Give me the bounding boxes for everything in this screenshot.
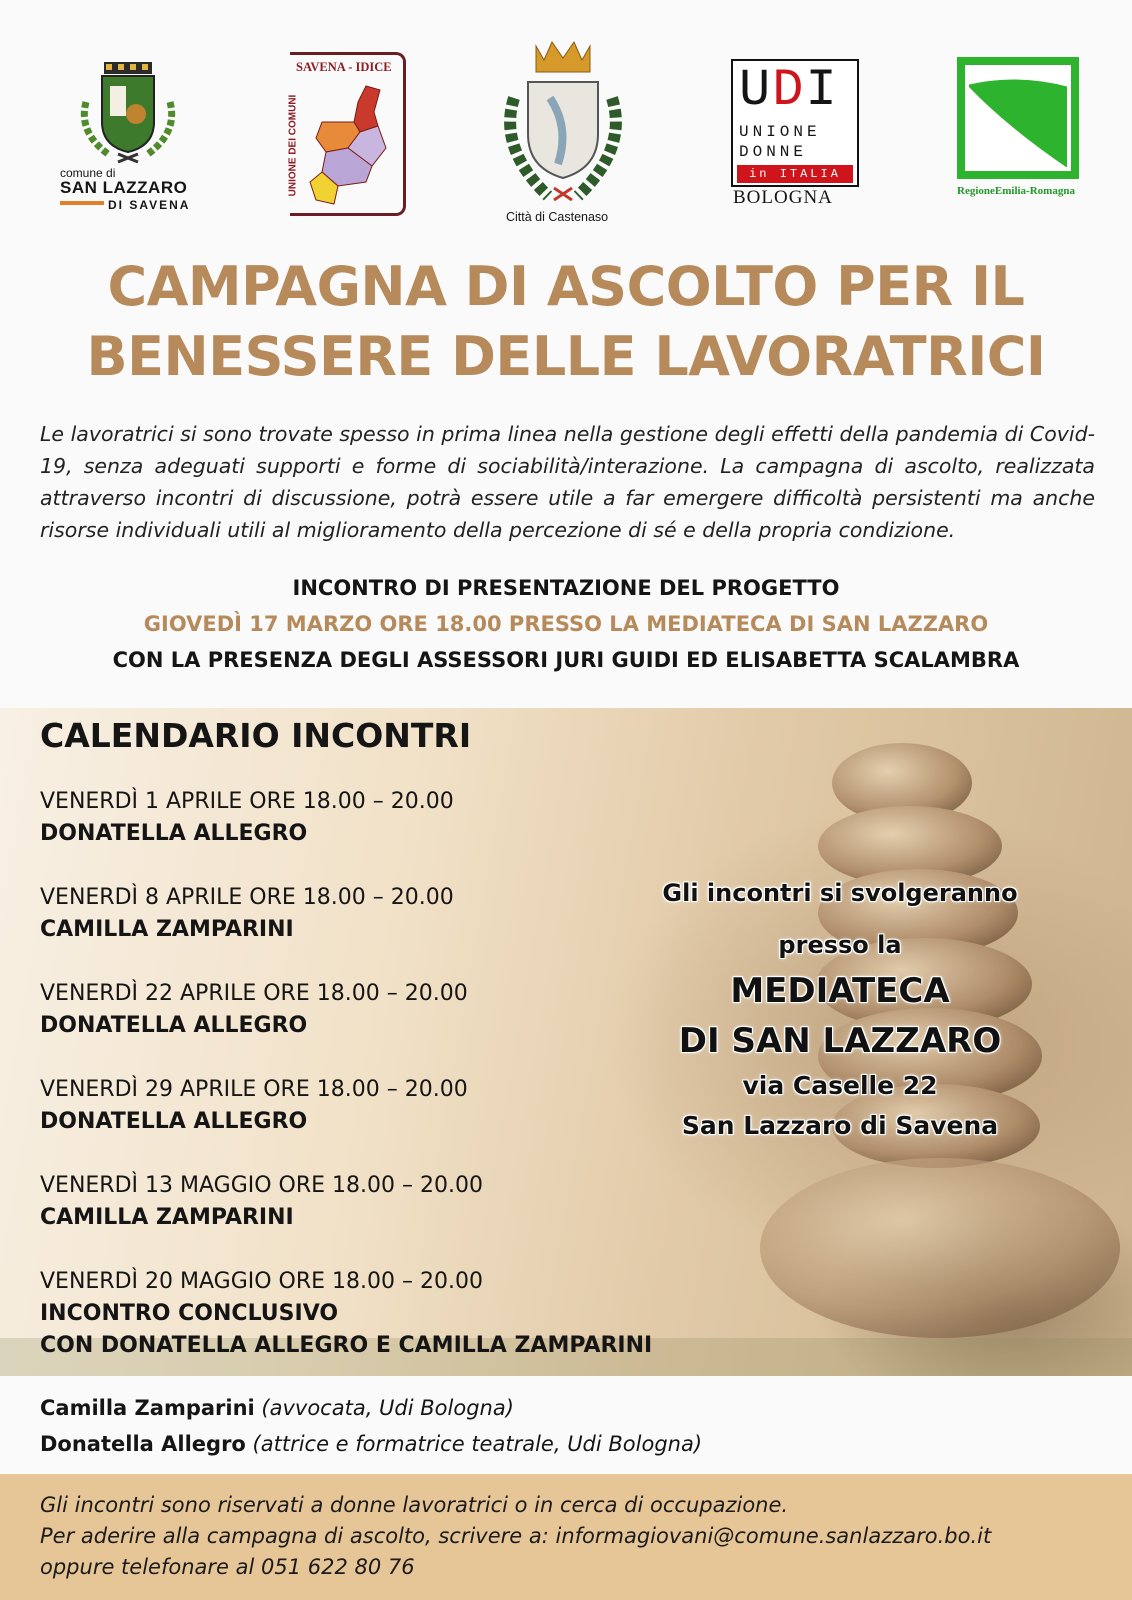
event-speaker: INCONTRO CONCLUSIVO <box>40 1301 339 1326</box>
footer-info <box>0 1474 1132 1600</box>
san-lazzaro-crest-icon <box>78 62 178 166</box>
presentation-block <box>0 570 1132 678</box>
san-lazzaro-comune: comune di <box>60 166 116 180</box>
emilia-wave-icon <box>957 57 1079 179</box>
event-speaker: CAMILLA ZAMPARINI <box>40 917 294 942</box>
event-date: VENERDÌ 1 APRILE ORE 18.00 – 20.00 <box>40 789 454 814</box>
page-title <box>0 252 1132 392</box>
castenaso-crest-icon <box>492 38 634 210</box>
venue-line-3: MEDIATECA <box>730 971 950 1011</box>
san-lazzaro-bar <box>60 201 104 205</box>
event-item <box>40 978 468 1042</box>
san-lazzaro-sub: DI SAVENA <box>108 198 191 212</box>
calendar-title: CALENDARIO INCONTRI <box>40 716 472 755</box>
footer-text <box>40 1490 991 1583</box>
intro-paragraph: Le lavoratrici si sono trovate spesso in prima linea nella gestione degli effetti della pandemia di Covid-19, senza adeguati supporti e forme di sociabilità/interazione. La campagna di ascolto, realizzata attraverso incontri di discussione, potrà essere utile a far emergere difficoltà persistenti ma anche risorse individuali utili al miglioramento della percezione di sé e della propria condizione. <box>40 422 1095 542</box>
emilia-caption: RegioneEmilia-Romagna <box>957 185 1075 197</box>
event-date: VENERDÌ 20 MAGGIO ORE 18.00 – 20.00 <box>40 1269 483 1294</box>
people-list <box>40 1390 702 1462</box>
event-date: VENERDÌ 29 APRILE ORE 18.00 – 20.00 <box>40 1077 468 1102</box>
calendar-section <box>0 708 1132 1376</box>
udi-box <box>731 59 859 187</box>
udi-city: BOLOGNA <box>733 187 833 208</box>
title-line-2: BENESSERE DELLE LAVORATRICI <box>86 325 1046 388</box>
venue-line-4: DI SAN LAZZARO <box>678 1021 1002 1061</box>
person-role: (avvocata, Udi Bologna) <box>261 1396 514 1420</box>
presentation-line-2: GIOVEDÌ 17 MARZO ORE 18.00 PRESSO LA MEDIATECA DI SAN LAZZARO <box>143 612 989 636</box>
person-name: Camilla Zamparini <box>40 1396 255 1420</box>
event-speaker: DONATELLA ALLEGRO <box>40 1013 308 1038</box>
presentation-line-3: CON LA PRESENZA DEGLI ASSESSORI JURI GUIDI ED ELISABETTA SCALAMBRA <box>112 648 1020 672</box>
savena-vertical-text: UNIONE DEI COMUNI <box>287 94 299 197</box>
person-name: Donatella Allegro <box>40 1432 246 1456</box>
person-role: (attrice e formatrice teatrale, Udi Bologna) <box>252 1432 703 1456</box>
footer-line-1: Gli incontri sono riservati a donne lavoratrici o in cerca di occupazione. <box>40 1493 789 1517</box>
savena-map-icon <box>308 82 392 208</box>
savena-title: SAVENA - IDICE <box>296 60 392 74</box>
venue-line-5: via Caselle 22 <box>742 1071 938 1100</box>
emilia-romagna-logo <box>957 57 1082 203</box>
savena-idice-logo <box>287 52 410 218</box>
event-date: VENERDÌ 13 MAGGIO ORE 18.00 – 20.00 <box>40 1173 483 1198</box>
udi-logo <box>731 59 859 211</box>
footer-line-2: Per aderire alla campagna di ascolto, scrivere a: informagiovani@comune.sanlazzaro.bo.it <box>40 1524 992 1548</box>
person-item <box>40 1390 702 1426</box>
event-speaker: DONATELLA ALLEGRO <box>40 821 308 846</box>
event-item <box>40 1170 483 1234</box>
udi-line2: DONNE <box>739 143 808 161</box>
event-date: VENERDÌ 8 APRILE ORE 18.00 – 20.00 <box>40 885 454 910</box>
venue-line-6: San Lazzaro di Savena <box>681 1111 999 1140</box>
presentation-line-1: INCONTRO DI PRESENTAZIONE DEL PROGETTO <box>292 576 840 600</box>
footer-line-3: oppure telefonare al 051 622 80 76 <box>40 1555 415 1579</box>
udi-letters: UDI <box>739 61 839 120</box>
udi-line1: UNIONE <box>739 123 821 141</box>
san-lazzaro-name: SAN LAZZARO <box>60 178 188 197</box>
san-lazzaro-logo <box>60 62 200 212</box>
event-speaker: CAMILLA ZAMPARINI <box>40 1205 294 1230</box>
udi-line3: in ITALIA <box>737 165 853 183</box>
title-line-1: CAMPAGNA DI ASCOLTO PER IL <box>107 255 1025 318</box>
castenaso-caption: Città di Castenaso <box>506 210 609 224</box>
venue-line-1: Gli incontri si svolgeranno <box>662 879 1018 907</box>
venue-line-2: presso la <box>778 931 902 959</box>
event-item <box>40 786 454 850</box>
castenaso-logo <box>492 38 634 228</box>
event-item <box>40 882 454 946</box>
event-item <box>40 1266 652 1362</box>
venue-block <box>620 878 1060 1146</box>
event-speaker-detail: CON DONATELLA ALLEGRO E CAMILLA ZAMPARINI <box>40 1333 653 1358</box>
event-item <box>40 1074 468 1138</box>
event-speaker: DONATELLA ALLEGRO <box>40 1109 308 1134</box>
event-date: VENERDÌ 22 APRILE ORE 18.00 – 20.00 <box>40 981 468 1006</box>
logos-row <box>0 0 1132 245</box>
person-item <box>40 1426 702 1462</box>
